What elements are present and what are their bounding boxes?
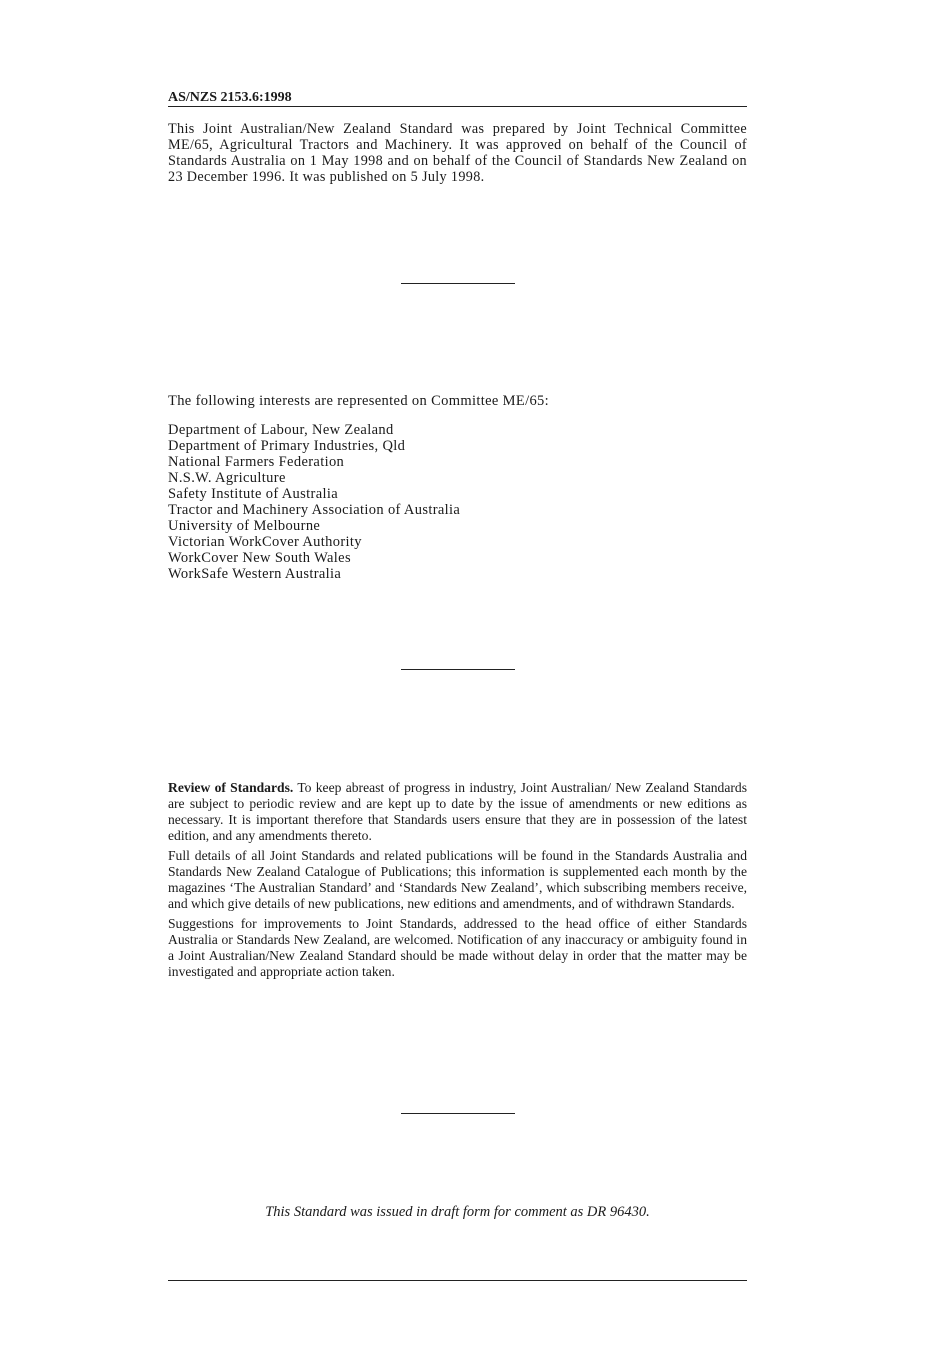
section-divider xyxy=(401,283,515,284)
list-item: Safety Institute of Australia xyxy=(168,486,339,502)
review-paragraph xyxy=(168,780,747,844)
draft-note: This Standard was issued in draft form for comment as DR 96430. xyxy=(265,1204,650,1220)
section-divider xyxy=(401,669,515,670)
list-item: Tractor and Machinery Association of Australia xyxy=(168,502,461,518)
committee-intro: The following interests are represented on Committee ME/65: xyxy=(168,393,550,409)
review-section xyxy=(168,780,747,984)
committee-members-list xyxy=(168,422,460,582)
section-divider xyxy=(401,1113,515,1114)
list-item: University of Melbourne xyxy=(168,518,321,534)
list-item: WorkSafe Western Australia xyxy=(168,566,342,582)
review-text: To keep abreast of progress in industry, Joint Australian/ New Zealand Standards are subject to periodic review and are kept up to date by the issue of amendments or new editions as necessary. It is important therefore that Standards users ensure that they are in possession of the latest edition, and any amendments thereto. xyxy=(168,780,747,843)
publications-paragraph: Full details of all Joint Standards and related publications will be found in the Standards Australia and Standards New Zealand Catalogue of Publications; this information is supplemented each month by the magazines ‘The Australian Standard’ and ‘Standards New Zealand’, which subscribing members receive, and which give details of new publications, new editions and amendments, and of withdrawn Standards. xyxy=(168,848,747,911)
review-heading: Review of Standards. xyxy=(168,780,294,795)
list-item: Department of Labour, New Zealand xyxy=(168,422,394,438)
suggestions-paragraph: Suggestions for improvements to Joint Standards, addressed to the head office of either Standards Australia or Standards New Zealand, are welcomed. Notification of any inaccuracy or ambiguity found in a Joint Australian/New Zealand Standard should be made without delay in order that the matter may be investigated and appropriate action taken. xyxy=(168,916,747,979)
list-item: National Farmers Federation xyxy=(168,454,345,470)
footer-rule xyxy=(168,1280,747,1281)
intro-paragraph: This Joint Australian/New Zealand Standard was prepared by Joint Technical Committee ME/65, Agricultural Tractors and Machinery. It was approved on behalf of the Council of Standards Australia on 1 May 1998 and on behalf of the Council of Standards New Zealand on 23 December 1996. It was published on 5 July 1998. xyxy=(168,121,747,185)
list-item: Victorian WorkCover Authority xyxy=(168,534,362,550)
list-item: Department of Primary Industries, Qld xyxy=(168,438,406,454)
standard-designation: AS/NZS 2153.6:1998 xyxy=(168,89,747,107)
list-item: N.S.W. Agriculture xyxy=(168,470,286,486)
list-item: WorkCover New South Wales xyxy=(168,550,351,566)
